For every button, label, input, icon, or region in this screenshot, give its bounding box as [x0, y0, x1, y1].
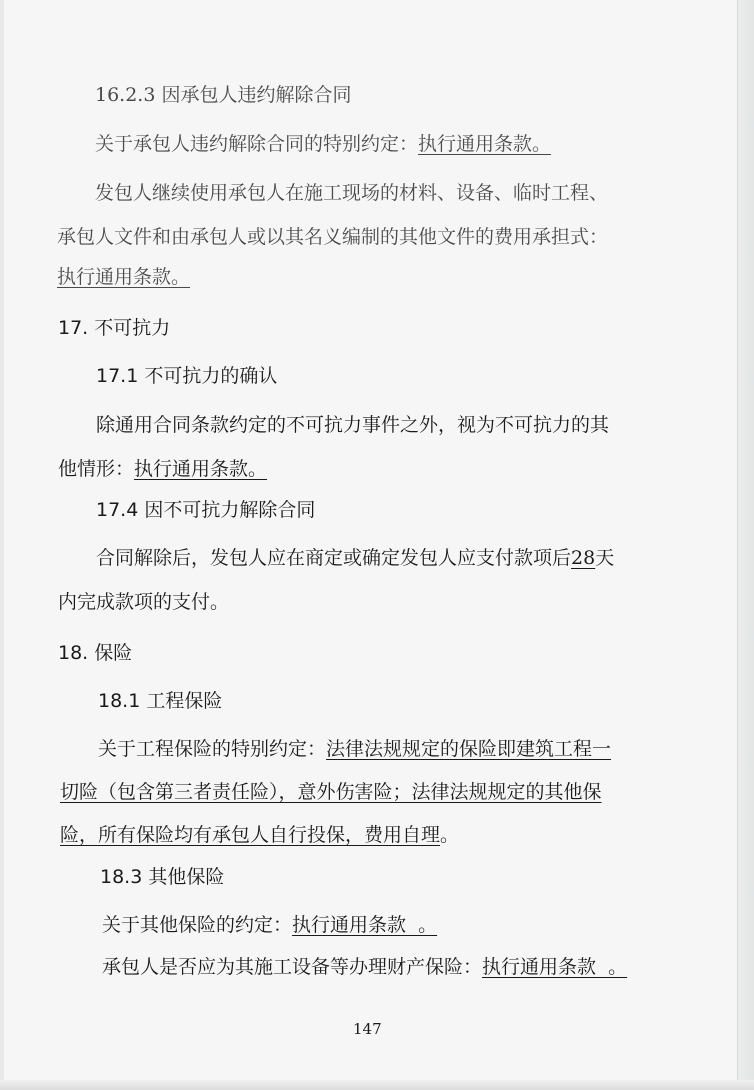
heading-18-1: 18.1 工程保险 [98, 690, 223, 712]
days-unit: 天 [595, 547, 615, 569]
para-17-1-line-1: 除通用合同条款约定的不可抗力事件之外，视为不可抗力的其 [96, 414, 610, 436]
heading-17-4: 17.4 因不可抗力解除合同 [96, 499, 316, 521]
page-left-edge [0, 0, 4, 1090]
para-17-4-text: 合同解除后，发包人应在商定或确定发包人应支付款项后 [96, 547, 572, 569]
cost-paragraph-line-1: 发包人继续使用承包人在施工现场的材料、设备、临时工程、 [95, 182, 609, 204]
heading-18-3: 18.3 其他保险 [100, 866, 225, 888]
para-18-1-value: 法律法规规定的保险即建筑工程一 [326, 738, 612, 760]
para-17-4-line-1 [96, 545, 614, 571]
para-18-3-label-1: 关于其他保险的约定： [102, 914, 293, 936]
para-17-1-label: 他情形： [58, 458, 135, 480]
para-18-1-line-1 [98, 736, 611, 762]
para-18-1-line-3 [60, 822, 459, 848]
para-18-1-line-3-text: 险，所有保险均有承包人自行投保，费用自理 [60, 824, 441, 846]
special-agreement-value: 执行通用条款。 [418, 133, 552, 155]
page-number: 147 [353, 1020, 382, 1038]
para-18-1-line-2: 切险（包含第三者责任险），意外伤害险；法律法规规定的其他保 [60, 781, 602, 803]
para-18-3-line-2 [102, 954, 627, 980]
cost-value: 执行通用条款。 [57, 266, 191, 288]
para-18-3-value-1: 执行通用条款 。 [292, 914, 438, 936]
heading-18: 18. 保险 [58, 642, 133, 664]
heading-17: 17. 不可抗力 [58, 317, 171, 339]
para-18-3-line-1 [102, 912, 437, 938]
para-18-3-label-2: 承包人是否应为其施工设备等办理财产保险： [102, 956, 483, 978]
para-17-4-line-2: 内完成款项的支付。 [58, 591, 230, 613]
para-17-1-value: 执行通用条款。 [134, 458, 268, 480]
special-agreement-line [95, 131, 551, 157]
special-agreement-label: 关于承包人违约解除合同的特别约定： [95, 133, 419, 155]
cost-paragraph-line-2: 承包人文件和由承包人或以其名义编制的其他文件的费用承担式： [57, 226, 609, 248]
para-18-1-label: 关于工程保险的特别约定： [98, 738, 327, 760]
heading-17-1: 17.1 不可抗力的确认 [96, 365, 278, 387]
page-bottom-edge [0, 1080, 754, 1090]
page-right-edge [737, 0, 754, 1090]
cost-paragraph-value [57, 264, 190, 290]
para-17-1-line-2 [58, 456, 267, 482]
days-value: 28 [571, 547, 596, 569]
para-18-3-value-2: 执行通用条款 。 [482, 956, 628, 978]
heading-16-2-3: 16.2.3 因承包人违约解除合同 [95, 84, 352, 106]
para-18-1-line-3-end: 。 [440, 824, 460, 846]
